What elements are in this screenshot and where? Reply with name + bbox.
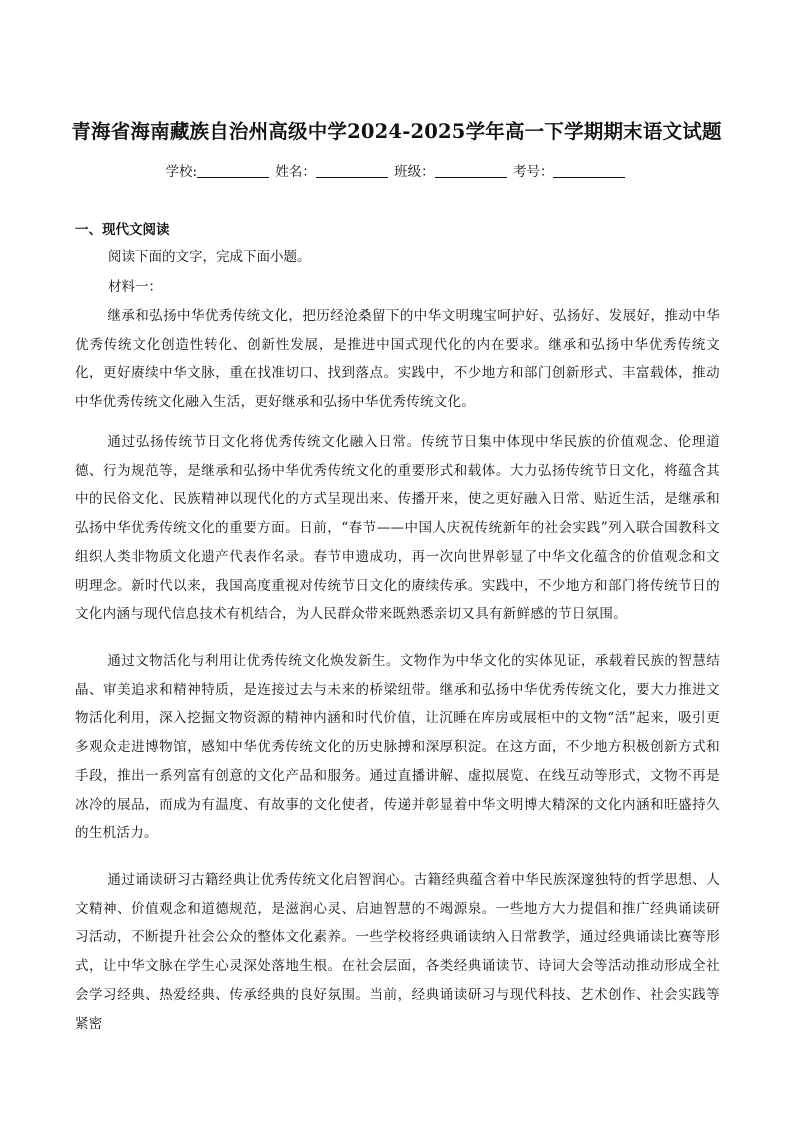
material-label: 材料一： [108,279,162,295]
exam-number-label: 考号： [512,164,554,180]
document-title: 青海省海南藏族自治州高级中学2024-2025学年高一下学期期末语文试题 [71,120,722,143]
name-blank[interactable] [316,165,388,178]
section-heading: 一、现代文阅读 [75,222,170,238]
class-label: 班级： [394,164,435,180]
class-blank[interactable] [435,165,507,178]
reading-instruction: 阅读下面的文字，完成下面小题。 [108,249,311,265]
exam-number-blank[interactable] [553,165,625,178]
school-blank[interactable] [197,165,269,178]
name-label: 姓名： [275,164,316,180]
paragraph-4: 通过诵读研习古籍经典让优秀传统文化启智润心。古籍经典蕴含着中华民族深邃独特的哲学思想、人文精神、价值观念和道德规范，是滋润心灵、启迪智慧的不竭源泉。一些地方大力提倡和推广经典诵读研习活动，不断提升社会公众的整体文化素养。一些学校将经典诵读纳入日常教学，通过经典诵读比赛等形式，让中华文脉在学生心灵深处落地生根。在社会层面，各类经典诵读节、诗词大会等活动推动形成全社会学习经典、热爱经典、传承经典的良好氛围。当前，经典诵读研习与现代科技、艺术创作、社会实践等紧密 [75,872,720,1032]
paragraph-3: 通过文物活化与利用让优秀传统文化焕发新生。文物作为中华文化的实体见证，承载着民族的智慧结晶、审美追求和精神特质，是连接过去与未来的桥梁纽带。继承和弘扬中华优秀传统文化，要大力推进文物活化利用，深入挖掘文物资源的精神内涵和时代价值，让沉睡在库房或展柜中的文物“活”起来，吸引更多观众走进博物馆，感知中华优秀传统文化的历史脉搏和深厚积淀。在这方面，不少地方积极创新方式和手段，推出一系列富有创意的文化产品和服务。通过直播讲解、虚拟展览、在线互动等形式，文物不再是冰冷的展品，而成为有温度、有故事的文化使者，传递并彰显着中华文明博大精深的文化内涵和旺盛持久的生机活力。 [75,653,720,842]
school-label: 学校: [165,164,198,180]
paragraph-2: 通过弘扬传统节日文化将优秀传统文化融入日常。传统节日集中体现中华民族的价值观念、伦理道德、行为规范等，是继承和弘扬中华优秀传统文化的重要形式和载体。大力弘扬传统节日文化，将蕴含其中的民俗文化、民族精神以现代化的方式呈现出来、传播开来，使之更好融入日常、贴近生活，是继承和弘扬中华优秀传统文化的重要方面。日前，“春节——中国人庆祝传统新年的社会实践”列入联合国教科文组织人类非物质文化遗产代表作名录。春节申遗成功，再一次向世界彰显了中华文化蕴含的价值观念和文明理念。新时代以来，我国高度重视对传统节日文化的赓续传承。实践中，不少地方和部门将传统节日的文化内涵与现代信息技术有机结合，为人民群众带来既熟悉亲切又具有新鲜感的节日氛围。 [75,434,720,623]
paragraph-1: 继承和弘扬中华优秀传统文化，把历经沧桑留下的中华文明瑰宝呵护好、弘扬好、发展好，推动中华优秀传统文化创造性转化、创新性发展，是推进中国式现代化的内在要求。继承和弘扬中华优秀传统文化，更好赓续中华文脉，重在找准切口、找到落点。实践中，不少地方和部门创新形式、丰富载体，推动中华优秀传统文化融入生活，更好继承和弘扬中华优秀传统文化。 [75,308,720,411]
student-info-line [0,160,793,180]
